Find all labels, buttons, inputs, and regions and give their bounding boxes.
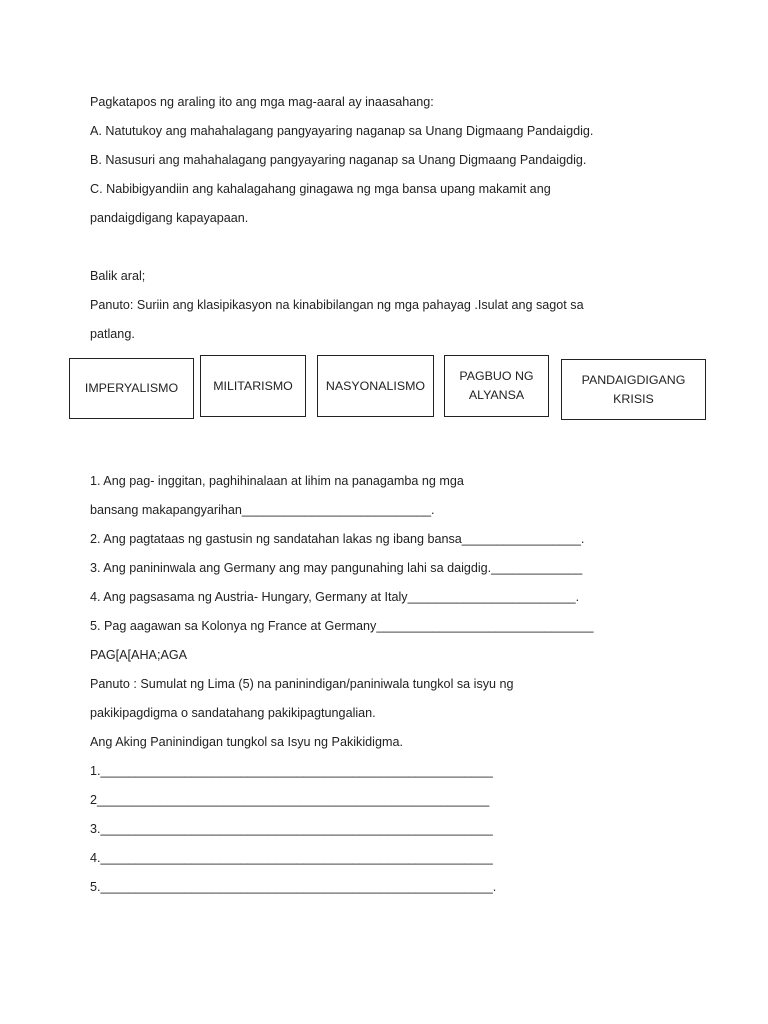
objective-c-line2: pandaigdigang kapayapaan. — [90, 211, 249, 225]
choice-box-pagbuo-ng-alyansa — [444, 355, 549, 417]
assessment-instruction-line2: pakikipagdigma o sandatahang pakikipagtungalian. — [90, 706, 376, 720]
review-item-1-line1: 1. Ang pag- inggitan, paghihinalaan at lihim na panagamba ng mga — [90, 474, 464, 488]
choice-box-imperyalismo — [69, 358, 194, 419]
objective-c-line1: C. Nabibigyandiin ang kahalagahang ginagawa ng mga bansa upang makamit ang — [90, 182, 551, 196]
answer-line-1: 1.________________________________________________________ — [90, 764, 493, 778]
choice-label: NASYONALISMO — [325, 378, 426, 393]
assessment-instruction-line1: Panuto : Sumulat ng Lima (5) na paninindigan/paniniwala tungkol sa isyu ng — [90, 677, 514, 691]
review-item-1-line2: bansang makapangyarihan___________________________. — [90, 503, 435, 517]
objectives-intro: Pagkatapos ng araling ito ang mga mag-aaral ay inaasahang: — [90, 95, 434, 109]
objective-a: A. Natutukoy ang mahahalagang pangyayaring naganap sa Unang Digmaang Pandaigdig. — [90, 124, 594, 138]
choice-label: MILITARISMO — [213, 379, 293, 393]
answer-line-5: 5.________________________________________________________. — [90, 880, 497, 894]
choice-box-pandaigdigang-krisis — [561, 359, 706, 420]
review-instruction-line1: Panuto: Suriin ang klasipikasyon na kinabibilangan ng mga pahayag .Isulat ang sagot sa — [90, 298, 584, 312]
review-heading: Balik aral; — [90, 269, 146, 283]
review-item-3: 3. Ang panininwala ang Germany ang may pangunahing lahi sa daigdig._____________ — [90, 561, 583, 575]
choice-label: PANDAIGDIGANG KRISIS — [581, 372, 686, 406]
choice-label: PAGBUO NG ALYANSA — [459, 369, 534, 402]
choice-label: IMPERYALISMO — [84, 381, 179, 395]
assessment-title: Ang Aking Paninindigan tungkol sa Isyu ng Pakikidigma. — [90, 735, 403, 749]
review-item-4: 4. Ang pagsasama ng Austria- Hungary, Germany at Italy________________________. — [90, 590, 580, 604]
assessment-heading: PAG[A[AHA;AGA — [90, 648, 188, 662]
choice-box-nasyonalismo — [317, 355, 434, 417]
answer-line-3: 3.________________________________________________________ — [90, 822, 493, 836]
review-instruction-line2: patlang. — [90, 327, 135, 341]
review-item-5: 5. Pag aagawan sa Kolonya ng France at Germany_______________________________ — [90, 619, 594, 633]
answer-line-4: 4.________________________________________________________ — [90, 851, 493, 865]
review-item-2: 2. Ang pagtataas ng gastusin ng sandatahan lakas ng ibang bansa_________________. — [90, 532, 585, 546]
objective-b: B. Nasusuri ang mahahalagang pangyayaring naganap sa Unang Digmaang Pandaigdig. — [90, 153, 587, 167]
choice-box-militarismo — [200, 355, 306, 417]
answer-line-2: 2________________________________________________________ — [90, 793, 490, 807]
